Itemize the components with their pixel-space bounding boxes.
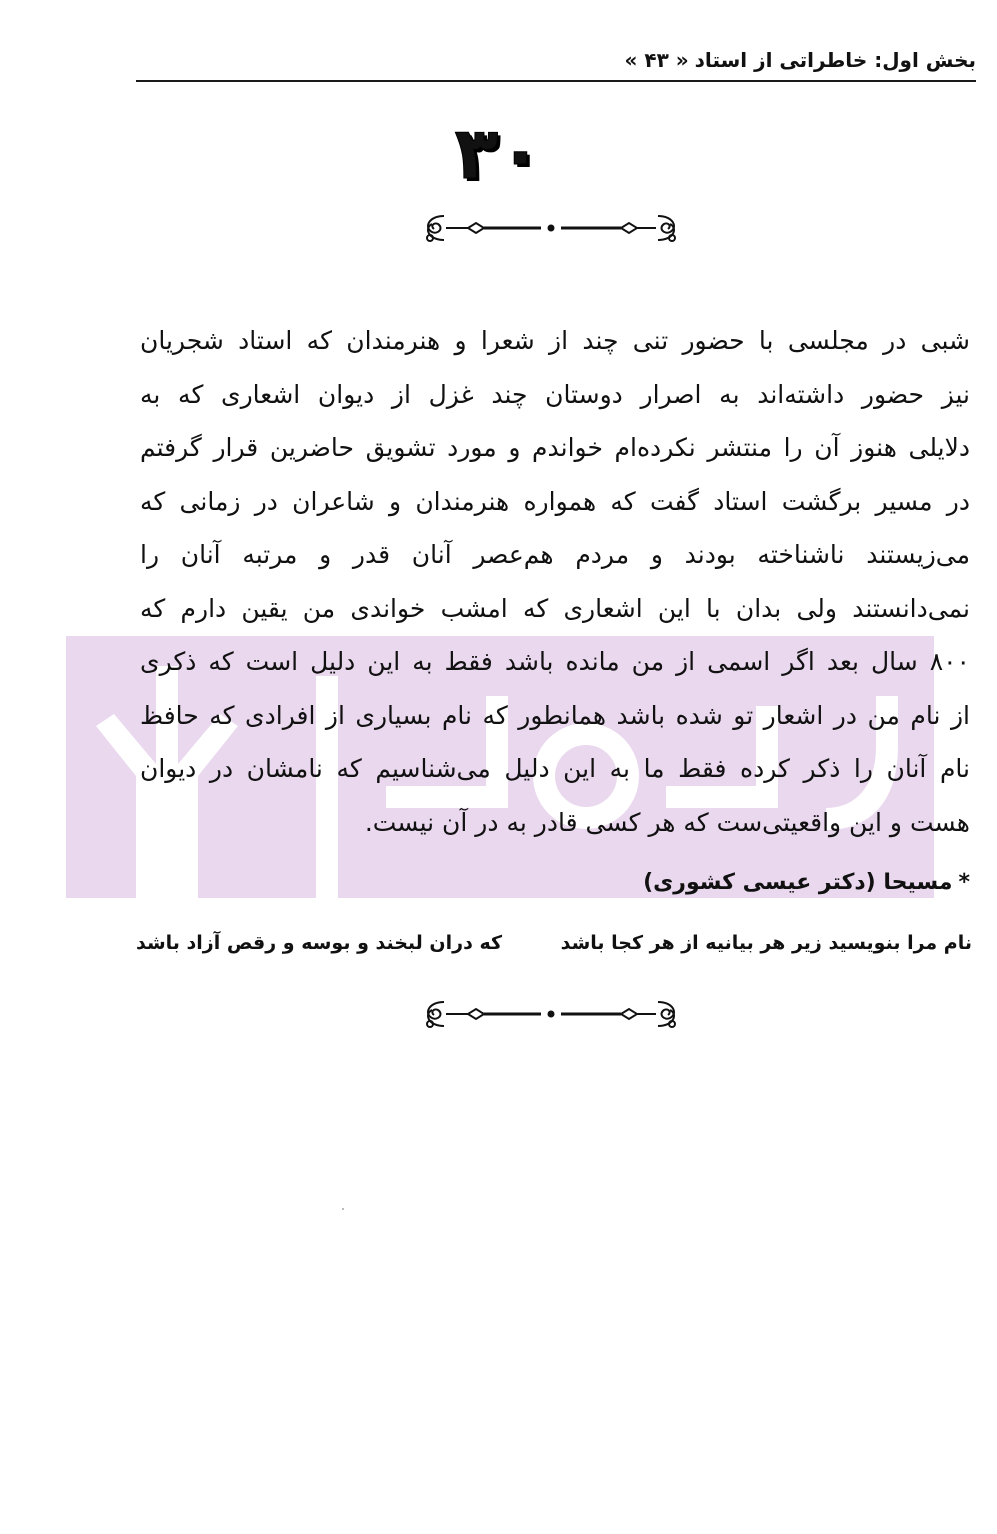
verse-couplet (136, 932, 972, 954)
body-line: نام آنان را ذکر کرده فقط ما به این دلیل می‌شناسیم که نامشان در دیوان (140, 754, 970, 783)
body-paragraph (140, 314, 970, 849)
ornament-icon (416, 208, 686, 248)
attribution-text: مسیحا (دکتر عیسی کشوری) (643, 870, 953, 895)
verse-first-hemistich: نام مرا بنویسید زیر هر بیانیه از هر کجا باشد (560, 932, 972, 954)
ornament-icon (416, 994, 686, 1034)
running-title: بخش اول: خاطراتی از استاد (694, 48, 976, 72)
body-line: می‌زیستند ناشناخته بودند و مردم هم‌عصر آنان قدر و مرتبه آنان را (140, 540, 970, 569)
body-line: در مسیر برگشت استاد گفت که همواره هنرمندان و شاعران در زمانی که (140, 486, 970, 516)
body-line: نیز حضور داشته‌اند به اصرار دوستان چند غزل از دیوان اشعاری که به (140, 379, 970, 409)
verse-second-hemistich: که دران لبخند و بوسه و رقص آزاد باشد (136, 932, 503, 954)
body-line: شبی در مجلسی با حضور تنی چند از شعرا و هنرمندان که استاد شجریان (140, 326, 970, 355)
ornament-divider-top (416, 208, 686, 248)
chapter-number: ۳۰ (454, 111, 543, 195)
asterisk-icon: * (958, 870, 970, 895)
body-line: از نام من در اشعار تو شده باشد همانطور که نام بسیاری از افرادی که حافظ (140, 700, 970, 730)
ornament-divider-bottom (416, 994, 686, 1034)
running-header (136, 40, 976, 82)
scan-speck (342, 1208, 344, 1210)
body-line: هست و این واقعیتی‌ست که هر کسی قادر به در آن نیست. (364, 807, 970, 837)
body-line: نمی‌دانستند ولی بدان با این اشعاری که امشب خواندی من یقین دارم که (140, 593, 970, 623)
page-number: « ۴۳ » (624, 48, 689, 72)
body-line: دلایلی هنوز آن را منتشر نکرده‌ام خواندم و مورد تشویق حاضرین قرار گرفتم (140, 433, 970, 462)
poem-attribution (643, 870, 970, 895)
body-line: ۸۰۰ سال بعد اگر اسمی از من مانده باشد فقط به این دلیل است که ذکری (140, 647, 970, 676)
